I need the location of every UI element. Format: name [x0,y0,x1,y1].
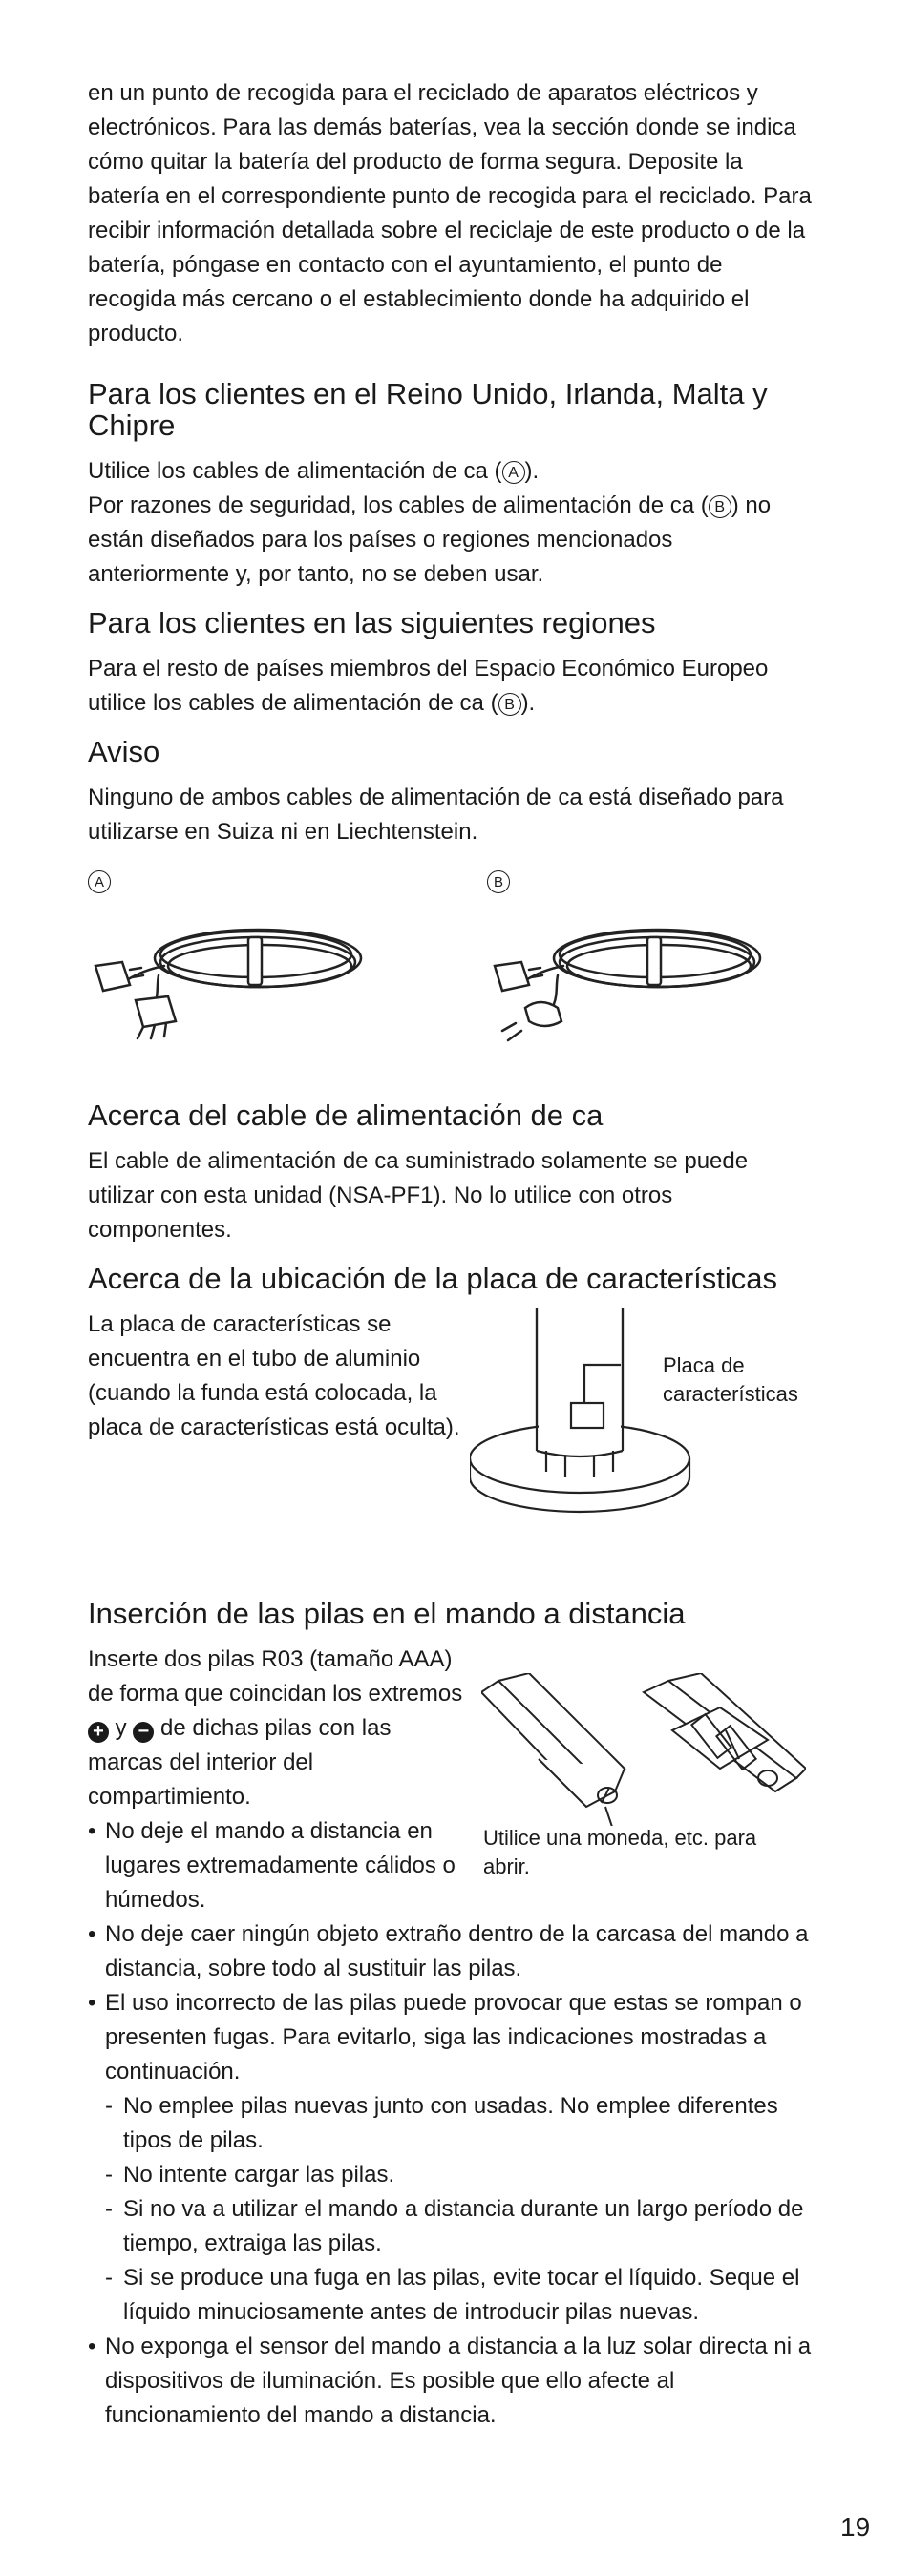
cable-a-label: A [88,870,111,893]
page-number: 19 [840,2512,871,2542]
remote-battery-compartment-icon [481,1673,806,1826]
power-cables-figure [88,865,816,1073]
section-regions-heading: Para los clientes en las siguientes regiones [88,606,656,639]
section-aviso-heading: Aviso [88,735,160,768]
section-regions-paragraph: Para el resto de países miembros del Espacio Económico Europeo utilice los cables de alimentación de ca ( B ). [88,656,769,716]
battery-intro-paragraph: Inserte dos pilas R03 (tamaño AAA) de forma que coincidan los extremos + y − de dichas pilas con las marcas del interior del compartimiento. [88,1646,463,1810]
section-uk [88,378,816,592]
list-item: - No emplee pilas nuevas junto con usadas. No emplee diferentes tipos de pilas. [105,2089,816,2158]
section-regions [88,607,816,721]
minus-icon: − [133,1722,154,1743]
rating-plate-caption: Placa de características [663,1353,798,1406]
cable-b-label: B [487,870,510,893]
rating-plate-stand-icon [470,1308,699,1537]
section-rating-plate-paragraph: La placa de características se encuentra en el tubo de aluminio (cuando la funda está colocada, la placa de características está oculta). [88,1311,460,1440]
battery-bullet-list [88,1814,816,2433]
plus-icon: + [88,1722,109,1743]
section-power-cable-paragraph: El cable de alimentación de ca suministrado solamente se puede utilizar con esta unidad (NSA-PF1). No lo utilice con otros componentes. [88,1148,749,1243]
circled-letter-b: B [709,495,731,518]
battery-dash-list [105,2089,816,2330]
section-power-cable-heading: Acerca del cable de alimentación de ca [88,1099,604,1132]
list-item: • El uso incorrecto de las pilas puede provocar que estas se rompan o presenten fugas. Para evitarlo, siga las indicaciones mostradas a continuación. - No emplee pilas nuevas junto con usadas. No emplee diferentes tipos de pilas. - No intente cargar las pilas. - Si no va a utilizar el mando a distancia durante un largo período de tiempo, extraiga las pilas. - Si se produce una fuga en las pilas, evite tocar el líquido. Seque el líquido minuciosamente antes de introducir pilas nuevas. [88,1986,816,2330]
uk-plug-cable-icon [88,909,374,1052]
list-item: - Si se produce una fuga en las pilas, evite tocar el líquido. Seque el líquido minuciosamente antes de introducir pilas nuevas. [105,2261,816,2330]
intro-paragraph: en un punto de recogida para el reciclado de aparatos eléctricos y electrónicos. Para las demás baterías, vea la sección donde se indica cómo quitar la batería del producto de forma segura. Deposite la batería en el correspondiente punto de recogida para el reciclado. Para recibir información detallada sobre el reciclaje de este producto o de la batería, póngase en contacto con el ayuntamiento, el punto de recogida más cercano o el establecimiento donde ha adquirido el producto. [88,80,812,346]
section-power-cable [88,1100,816,1247]
section-rating-plate-heading: Acerca de la ubicación de la placa de características [88,1262,778,1295]
section-batteries-heading: Inserción de las pilas en el mando a distancia [88,1597,686,1630]
circled-letter-b: B [498,693,521,716]
list-item: • No deje el mando a distancia en lugares extremadamente cálidos o húmedos. [88,1814,487,1917]
section-aviso [88,736,816,849]
section-aviso-paragraph: Ninguno de ambos cables de alimentación de ca está diseñado para utilizarse en Suiza ni en Liechtenstein. [88,785,784,845]
list-item: - No intente cargar las pilas. [105,2158,816,2192]
circled-letter-a: A [502,461,525,484]
list-item: • No deje caer ningún objeto extraño dentro de la carcasa del mando a distancia, sobre todo al sustituir las pilas. [88,1917,816,1986]
section-uk-heading: Para los clientes en el Reino Unido, Irlanda, Malta y Chipre [88,377,768,442]
section-uk-paragraph-2: Por razones de seguridad, los cables de alimentación de ca ( B ) no están diseñados para los países o regiones mencionados anteriormente y, por tanto, no se deben usar. [88,492,772,587]
section-rating-plate [88,1263,816,1544]
list-item: - Si no va a utilizar el mando a distancia durante un largo período de tiempo, extraiga las pilas. [105,2192,816,2261]
battery-caption: Utilice una moneda, etc. para abrir. [483,1826,757,1878]
section-uk-paragraph-1: Utilice los cables de alimentación de ca ( A ). [88,458,540,484]
list-item: • No exponga el sensor del mando a distancia a la luz solar directa ni a dispositivos de iluminación. Es posible que ello afecte al funcionamiento del mando a distancia. [88,2330,816,2433]
page-content [88,76,816,2433]
section-batteries [88,1598,816,2433]
eu-plug-cable-icon [487,909,773,1052]
